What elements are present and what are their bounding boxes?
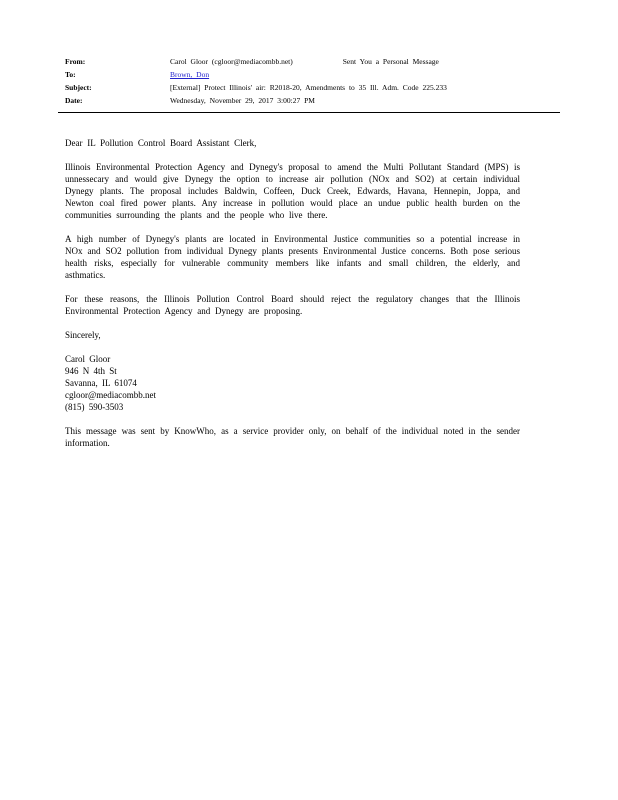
salutation: Dear IL Pollution Control Board Assistant Clerk, [65, 138, 257, 148]
paragraph-3: For these reasons, the Illinois Pollution Control Board should reject the regulatory changes that the Illinois Environmental Protection Agency and Dynegy are proposing. [65, 294, 520, 316]
from-value-wrap [170, 55, 439, 68]
signature-city: Savanna, IL 61074 [65, 378, 137, 388]
header-row-subject [65, 81, 578, 94]
signature-email: cgloor@mediacombb.net [65, 390, 157, 400]
paragraph-1: Illinois Environmental Protection Agency and Dynegy's proposal to amend the Multi Pollutant Standard (MPS) is unnessecary and would give Dynegy the option to increase air pollution (NOx and SO2) at certain individual Dynegy plants. The proposal includes Baldwin, Coffeen, Duck Creek, Edwards, Havana, Hennepin, Joppa, and Newton coal fired power plants. Any increase in pollution would place an undue public health burden on the communities surrounding the plants and the people who live there. [65, 162, 520, 220]
closing: Sincerely, [65, 330, 101, 340]
date-label: Date: [65, 96, 83, 105]
signature-street: 946 N 4th St [65, 366, 117, 376]
signature-phone: (815) 590-3503 [65, 402, 124, 412]
header-row-to [65, 68, 578, 81]
to-recipient-link[interactable]: Brown, Don [170, 70, 210, 79]
from-note: Sent You a Personal Message [342, 57, 439, 66]
from-value: Carol Gloor (cgloor@mediacombb.net) [170, 57, 293, 66]
subject-value: [External] Protect Illinois' air: R2018-20, Amendments to 35 Ill. Adm. Code 225.233 [170, 83, 447, 92]
header-row-from [65, 55, 578, 68]
email-header [0, 0, 618, 107]
header-row-date [65, 94, 578, 107]
signature-block [65, 353, 520, 413]
date-value: Wednesday, November 29, 2017 3:00:27 PM [170, 96, 315, 105]
signature-name: Carol Gloor [65, 354, 111, 364]
from-label: From: [65, 57, 86, 66]
subject-label: Subject: [65, 83, 92, 92]
knowwho-disclaimer: This message was sent by KnowWho, as a service provider only, on behalf of the individual noted in the sender information. [65, 426, 520, 448]
to-label: To: [65, 70, 76, 79]
letter-body [0, 113, 618, 449]
paragraph-2: A high number of Dynegy's plants are located in Environmental Justice communities so a potential increase in NOx and SO2 pollution from individual Dynegy plants presents Environmental Justice concerns. Both pose serious health risks, especially for vulnerable community members like infants and small children, the elderly, and asthmatics. [65, 234, 520, 280]
